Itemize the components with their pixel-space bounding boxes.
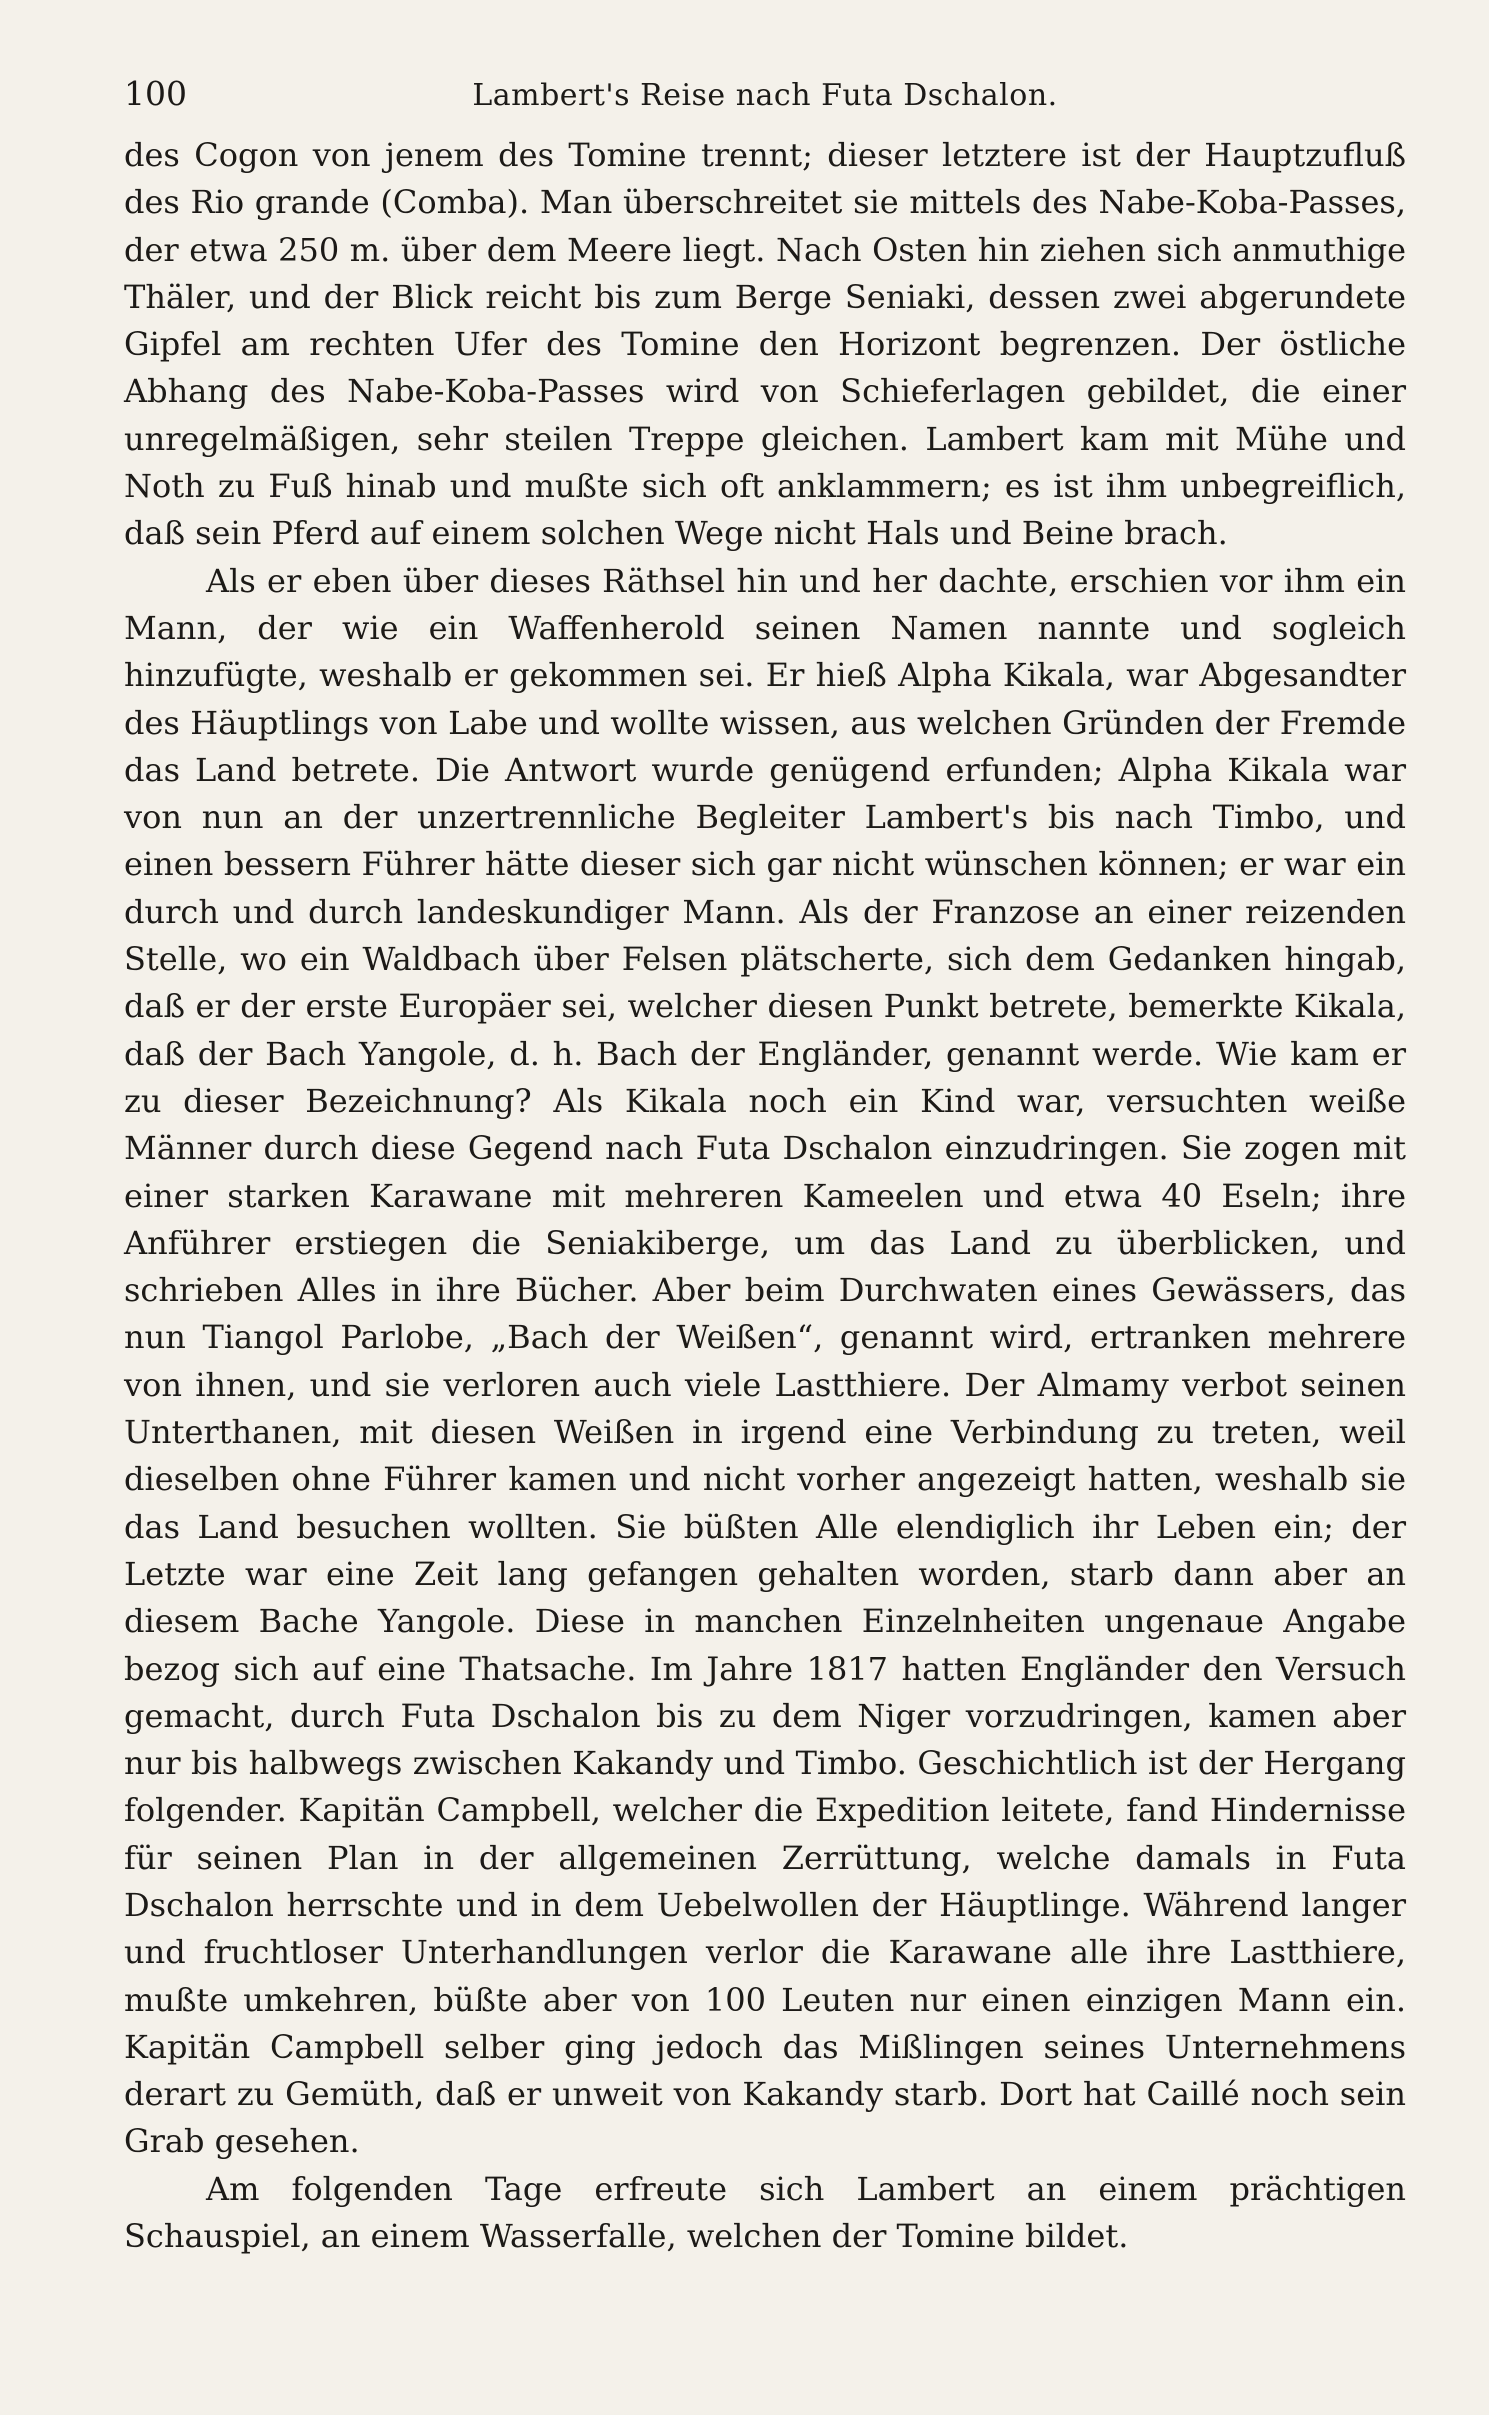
page-number: 100 [124, 74, 187, 113]
book-page [124, 70, 1406, 2260]
paragraph: Am folgenden Tage erfreute sich Lambert an einem prächtigen Schauspiel, an einem Wasserfalle, welchen der Tomine bildet. [124, 2169, 1406, 2256]
body-text [124, 132, 1406, 2260]
running-title: Lambert's Reise nach Futa Dschalon. [472, 78, 1058, 113]
paragraph: Als er eben über dieses Räthsel hin und her dachte, erschien vor ihm ein Mann, der wie ein Waffenherold seinen Namen nannte und sogleich hinzufügte, weshalb er gekommen sei. Er hieß Alpha Kikala, war Abgesandter des Häuptlings von Labe und wollte wissen, aus welchen Gründen der Fremde das Land betrete. Die Antwort wurde genügend erfunden; Alpha Kikala war von nun an der unzertrennliche Begleiter Lambert's bis nach Timbo, und einen bessern Führer hätte dieser sich gar nicht wünschen können; er war ein durch und durch landeskundiger Mann. Als der Franzose an einer reizenden Stelle, wo ein Waldbach über Felsen plätscherte, sich dem Gedanken hingab, daß er der erste Europäer sei, welcher diesen Punkt betrete, bemerkte Kikala, daß der Bach Yangole, d. h. Bach der Engländer, genannt werde. Wie kam er zu dieser Bezeichnung? Als Kikala noch ein Kind war, versuchten weiße Männer durch diese Gegend nach Futa Dschalon einzudringen. Sie zogen mit einer starken Karawane mit mehreren Kameelen und etwa 40 Eseln; ihre Anführer erstiegen die Seniakiberge, um das Land zu überblicken, und schrieben Alles in ihre Bücher. Aber beim Durchwaten eines Gewässers, das nun Tiangol Parlobe, „Bach der Weißen“, genannt wird, ertranken mehrere von ihnen, und sie verloren auch viele Lastthiere. Der Almamy verbot seinen Unterthanen, mit diesen Weißen in irgend eine Verbindung zu treten, weil dieselben ohne Führer kamen und nicht vorher angezeigt hatten, weshalb sie das Land besuchen wollten. Sie büßten Alle elendiglich ihr Leben ein; der Letzte war eine Zeit lang gefangen gehalten worden, starb dann aber an diesem Bache Yangole. Diese in manchen Einzelnheiten ungenaue Angabe bezog sich auf eine Thatsache. Im Jahre 1817 hatten Engländer den Versuch gemacht, durch Futa Dschalon bis zu dem Niger vorzudringen, kamen aber nur bis halbwegs zwischen Kakandy und Timbo. Geschichtlich ist der Hergang folgender. Kapitän Campbell, welcher die Expedition leitete, fand Hindernisse für seinen Plan in der allgemeinen Zerrüttung, welche damals in Futa Dschalon herrschte und in dem Uebelwollen der Häuptlinge. Während langer und fruchtloser Unterhandlungen verlor die Karawane alle ihre Lastthiere, mußte umkehren, büßte aber von 100 Leuten nur einen einzigen Mann ein. Kapitän Campbell selber ging jedoch das Mißlingen seines Unternehmens derart zu Gemüth, daß er unweit von Kakandy starb. Dort hat Caillé noch sein Grab gesehen. [124, 561, 1406, 2161]
page-header [124, 70, 1406, 130]
paragraph: des Cogon von jenem des Tomine trennt; dieser letztere ist der Hauptzufluß des Rio grande (Comba). Man überschreitet sie mittels des Nabe-Koba-Passes, der etwa 250 m. über dem Meere liegt. Nach Osten hin ziehen sich anmuthige Thäler, und der Blick reicht bis zum Berge Seniaki, dessen zwei abgerundete Gipfel am rechten Ufer des Tomine den Horizont begrenzen. Der östliche Abhang des Nabe-Koba-Passes wird von Schieferlagen gebildet, die einer unregelmäßigen, sehr steilen Treppe gleichen. Lambert kam mit Mühe und Noth zu Fuß hinab und mußte sich oft anklammern; es ist ihm unbegreiflich, daß sein Pferd auf einem solchen Wege nicht Hals und Beine brach. [124, 136, 1406, 553]
